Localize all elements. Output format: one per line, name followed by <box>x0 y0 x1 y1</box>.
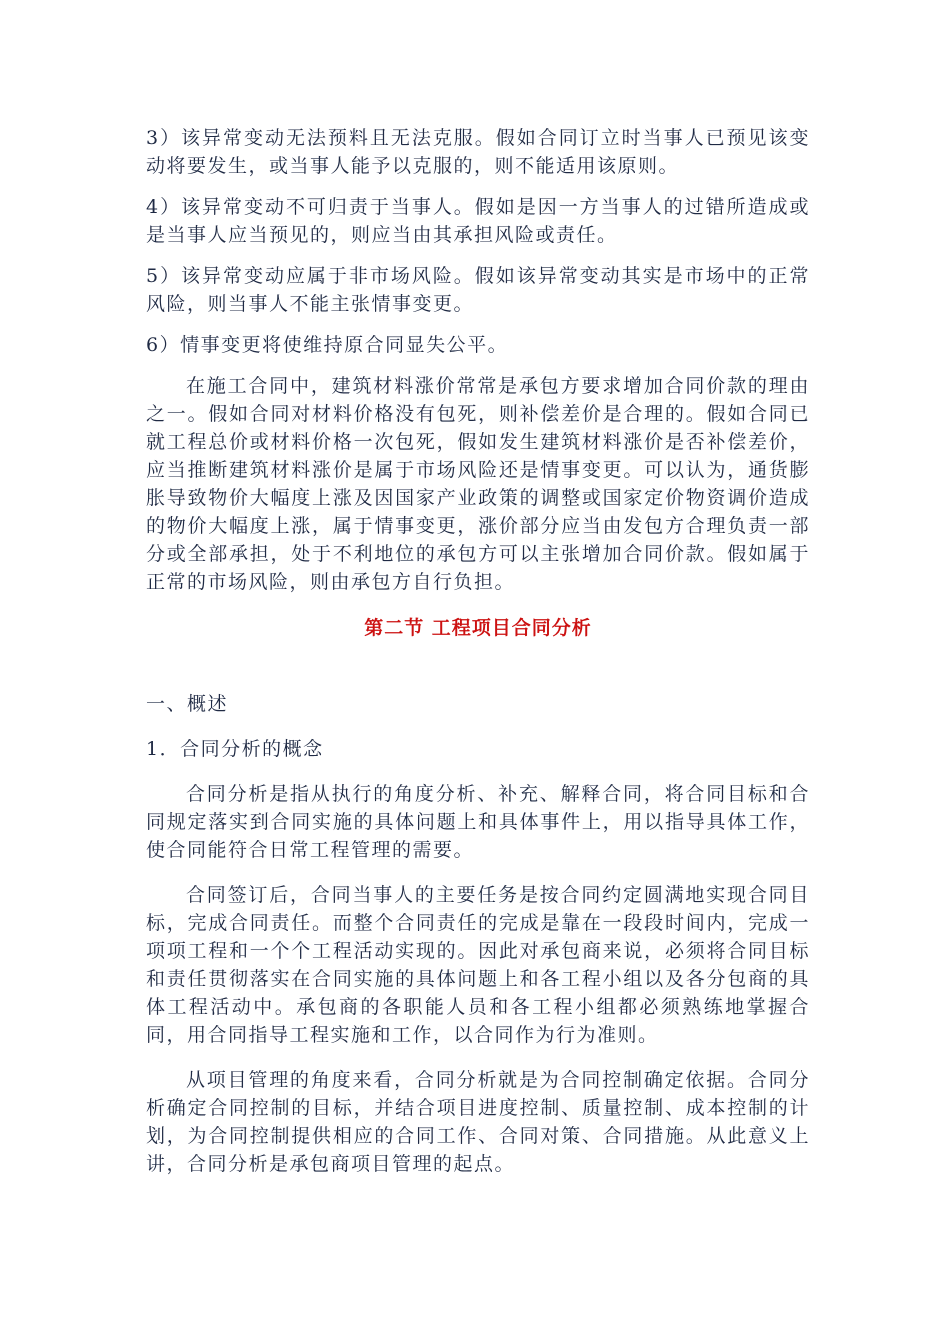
paragraph-management: 从项目管理的角度来看，合同分析就是为合同控制确定依据。合同分析确定合同控制的目标，并结合项目进度控制、质量控制、成本控制的计划，为合同控制提供相应的合同工作、合同对策、合同措施。从此意义上讲，合同分析是承包商项目管理的起点。 <box>146 1069 810 1175</box>
paragraph-concept: 合同分析是指从执行的角度分析、补充、解释合同，将合同目标和合同规定落实到合同实施的具体问题上和具体事件上，用以指导具体工作，使合同能符合日常工程管理的需要。 <box>146 783 810 861</box>
section-title: 第二节 工程项目合同分析 <box>364 617 592 639</box>
condition-item-6: 6）情事变更将使维持原合同显失公平。 <box>146 334 509 356</box>
condition-item-3: 3）该异常变动无法预料且无法克服。假如合同订立时当事人已预见该变动将要发生，或当事人能予以克服的，则不能适用该原则。 <box>146 127 810 177</box>
paragraph-material-price: 在施工合同中，建筑材料涨价常常是承包方要求增加合同价款的理由之一。假如合同对材料价格没有包死，则补偿差价是合理的。假如合同已就工程总价或材料价格一次包死，假如发生建筑材料涨价是否补偿差价，应当推断建筑材料涨价是属于市场风险还是情事变更。可以认为，通货膨胀导致物价大幅度上涨及因国家产业政策的调整或国家定价物资调价造成的物价大幅度上涨，属于情事变更，涨价部分应当由发包方合理负责一部分或全部承担，处于不利地位的承包方可以主张增加合同价款。假如属于正常的市场风险，则由承包方自行负担。 <box>146 375 810 593</box>
paragraph-tasks: 合同签订后，合同当事人的主要任务是按合同约定圆满地实现合同目标，完成合同责任。而整个合同责任的完成是靠在一段段时间内，完成一项项工程和一个个工程活动实现的。因此对承包商来说，必须将合同目标和责任贯彻落实在合同实施的具体问题上和各工程小组以及各分包商的具体工程活动中。承包商的各职能人员和各工程小组都必须熟练地掌握合同，用合同指导工程实施和工作，以合同作为行为准则。 <box>146 884 810 1046</box>
condition-item-4: 4）该异常变动不可归责于当事人。假如是因一方当事人的过错所造成或是当事人应当预见的，则应当由其承担风险或责任。 <box>146 196 810 246</box>
subheading-concept: 1．合同分析的概念 <box>146 738 324 760</box>
subheading-overview: 一、概述 <box>146 693 229 715</box>
condition-item-5: 5）该异常变动应属于非市场风险。假如该异常变动其实是市场中的正常风险，则当事人不能主张情事变更。 <box>146 265 810 315</box>
document-page <box>146 124 810 1178</box>
